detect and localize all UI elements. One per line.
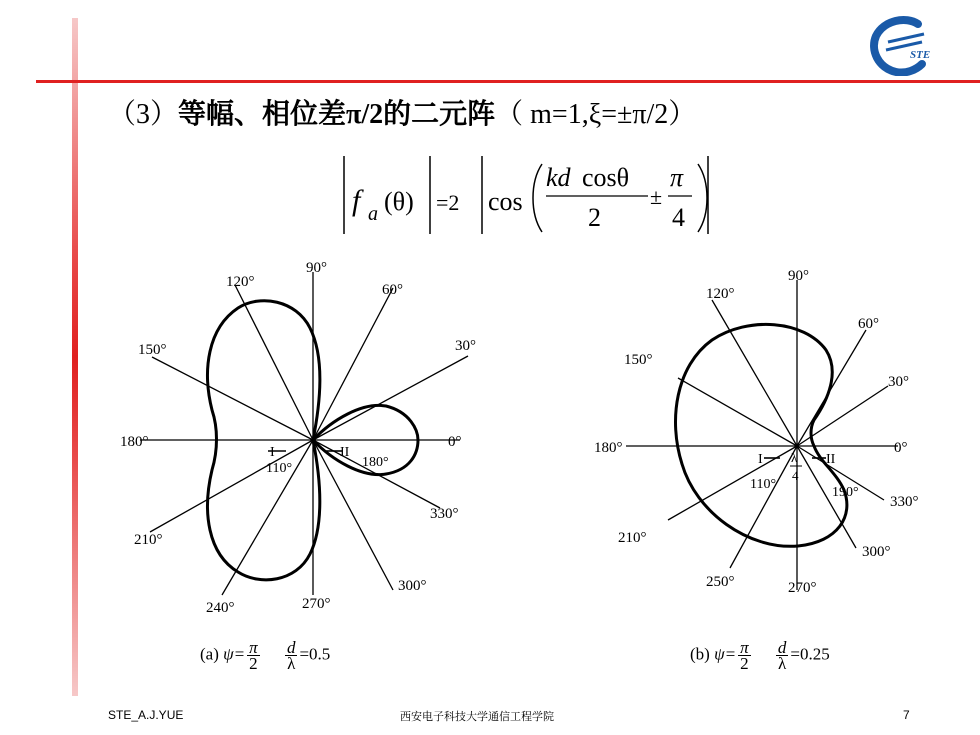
angle-label-300-b: 300° — [862, 544, 891, 560]
angle-label-90-b: 90° — [788, 268, 809, 284]
marker-lambda-num-b: λ — [791, 450, 798, 465]
ray-120-b — [712, 300, 797, 446]
caption-a-label: (a) — [200, 644, 219, 664]
angle-label-330-b: 330° — [890, 494, 919, 510]
angle-label-270: 270° — [302, 596, 331, 612]
caption-b-lambda: λ — [778, 654, 787, 673]
angle-label-30-b: 30° — [888, 374, 909, 390]
angle-label-30: 30° — [455, 338, 476, 354]
angle-label-240: 240° — [206, 600, 235, 616]
angle-label-330: 330° — [430, 506, 459, 522]
angle-label-270-b: 270° — [788, 580, 817, 596]
caption-a-lambda: λ — [287, 654, 296, 673]
formula-costheta: cosθ — [582, 163, 630, 192]
marker-I-b: I — [758, 452, 763, 467]
caption-a — [200, 640, 330, 671]
formula-four: 4 — [672, 203, 685, 232]
angle-label-180-b: 180° — [594, 440, 623, 456]
caption-a-d: d — [286, 638, 296, 657]
slide-title — [108, 92, 696, 132]
marker-110: 110° — [266, 461, 293, 476]
footer-author: STE_A.J.YUE — [108, 708, 184, 722]
marker-I: I — [270, 445, 275, 460]
angle-label-180: 180° — [120, 434, 149, 450]
ray-210-b — [668, 446, 797, 520]
formula-arg: (θ) — [384, 187, 414, 216]
caption-b-value: =0.25 — [790, 644, 830, 664]
title-prefix: （3） — [108, 99, 179, 130]
logo-text: STE — [910, 49, 931, 61]
formula-pi: π — [670, 163, 684, 192]
angle-label-0-b: 0° — [894, 440, 908, 456]
page-number: 7 — [903, 708, 910, 722]
angle-label-60: 60° — [382, 282, 403, 298]
ray-250-b — [730, 446, 797, 568]
ray-210 — [150, 440, 313, 532]
title-suffix: （ m=1,ξ=±π/2） — [495, 99, 697, 130]
formula-two: 2 — [588, 203, 601, 232]
footer-institution: 西安电子科技大学通信工程学院 — [400, 710, 554, 723]
caption-b-two: 2 — [740, 654, 749, 673]
formula-pm: ± — [650, 184, 663, 209]
angle-label-210: 210° — [134, 532, 163, 548]
ray-60 — [313, 288, 393, 440]
caption-b-d: d — [777, 638, 787, 657]
marker-II-b: II — [826, 452, 836, 467]
left-accent-bar — [72, 18, 78, 696]
marker-110-b: 110° — [750, 477, 777, 492]
caption-b-label: (b) — [690, 644, 710, 664]
header-rule — [36, 80, 980, 83]
caption-a-value: =0.5 — [299, 644, 331, 664]
radiation-pattern-a — [110, 250, 490, 630]
angle-label-120-b: 120° — [706, 286, 735, 302]
angle-label-250-b: 250° — [706, 574, 735, 590]
angle-label-210-b: 210° — [618, 530, 647, 546]
caption-a-psi: ψ= — [223, 644, 246, 664]
angle-label-120: 120° — [226, 274, 255, 290]
angle-label-150-b: 150° — [624, 352, 653, 368]
caption-a-pi: π — [249, 638, 258, 657]
angle-label-90: 90° — [306, 260, 327, 276]
angle-label-0: 0° — [448, 434, 462, 450]
marker-II: II — [340, 445, 350, 460]
angle-label-300: 300° — [398, 578, 427, 594]
radiation-pattern-b — [588, 250, 928, 630]
ray-150-b — [678, 378, 797, 446]
ste-logo — [866, 14, 938, 76]
formula-kd: kd — [546, 163, 571, 192]
marker-four-den-b: 4 — [792, 468, 799, 483]
formula-eq: =2 — [436, 190, 460, 215]
ray-30 — [313, 356, 468, 440]
caption-a-two: 2 — [249, 654, 258, 673]
caption-b-psi: ψ= — [714, 644, 737, 664]
formula-sub: a — [368, 203, 378, 225]
angle-label-60-b: 60° — [858, 316, 879, 332]
caption-b-pi: π — [740, 638, 749, 657]
ray-60-b — [797, 330, 866, 446]
caption-b — [690, 640, 830, 671]
formula-cos: cos — [488, 187, 523, 216]
title-bold: 等幅、相位差π/2的二元阵 — [178, 99, 496, 130]
marker-190-b: 190° — [832, 485, 859, 500]
formula — [324, 148, 724, 243]
formula-f: f — [352, 184, 361, 217]
angle-label-150: 150° — [138, 342, 167, 358]
pattern-curve-b — [675, 324, 846, 546]
ray-120 — [235, 285, 313, 440]
ray-150 — [152, 357, 313, 440]
marker-180: 180° — [362, 455, 389, 470]
